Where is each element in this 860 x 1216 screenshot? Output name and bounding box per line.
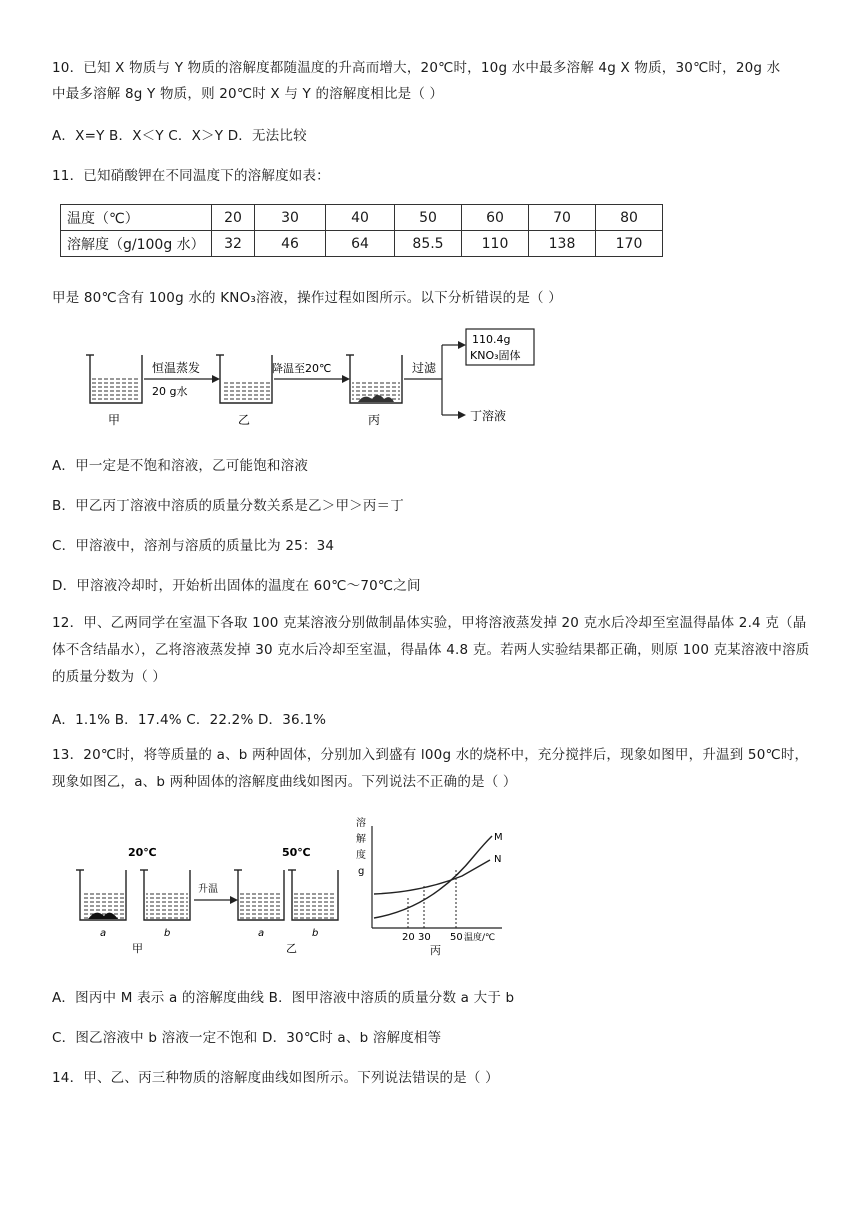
beaker-bing-label: 丙: [368, 413, 381, 427]
solubility-graph: [356, 816, 503, 957]
yi-a-label: a: [258, 928, 265, 939]
heating-arrow: [194, 882, 238, 904]
q11-option-c: C．甲溶液中，溶剂与溶质的质量比为 25：34: [52, 538, 335, 554]
temp-cell: 60: [462, 205, 529, 231]
beaker-yi: [216, 355, 272, 403]
solid-mass: 110.4g: [472, 333, 511, 346]
temperature-row: [61, 205, 663, 231]
yi-beaker-a: [234, 870, 284, 920]
jia-a-label: a: [100, 928, 107, 939]
tick-20: 20: [402, 932, 415, 943]
filtration-arrows: [404, 341, 466, 419]
x-axis-label: 温度/℃: [464, 933, 496, 943]
heating-label: 升温: [198, 884, 218, 895]
cooling-label: 降温至20℃: [272, 362, 332, 375]
kno3-solid-box: [466, 329, 534, 365]
graph-ylabel-1: 溶: [356, 818, 366, 829]
beaker-yi-label: 乙: [238, 413, 251, 427]
yi-b-label: b: [312, 928, 319, 939]
graph-ylabel-4: g: [358, 866, 365, 877]
curve-n: [374, 860, 490, 894]
solubility-cell: 110: [462, 231, 529, 257]
solubility-cell: 32: [212, 231, 255, 257]
solubility-cell: 85.5: [395, 231, 462, 257]
temp-cell: 40: [326, 205, 395, 231]
beaker-bing: [346, 355, 402, 403]
evaporate-arrow: [144, 360, 220, 398]
q11-option-d: D．甲溶液冷却时，开始析出固体的温度在 60℃～70℃之间: [52, 578, 421, 594]
q14-text: 14．甲、乙、丙三种物质的溶解度曲线如图所示。下列说法错误的是（ ）: [52, 1070, 499, 1086]
evaporate-amount: 20 g水: [152, 385, 188, 398]
solid-name: KNO₃固体: [470, 349, 521, 362]
solubility-header: 溶解度（g/100g 水）: [61, 231, 212, 257]
solubility-cell: 64: [326, 231, 395, 257]
curve-m: [374, 836, 492, 918]
q13-text: 13．20℃时，将等质量的 a、b 两种固体，分别加入到盛有 l00g 水的烧杯中，充分搅拌后，现象如图甲，升温到 50℃时，现象如图乙，a、b 两种固体的溶解度曲线如图丙。下列说法不正确的是（ ）: [52, 747, 809, 790]
q12-options: A．1.1% B．17.4% C．22.2% D．36.1%: [52, 712, 327, 728]
bing-label: 丙: [430, 944, 441, 957]
q11-process-figure: [80, 325, 540, 430]
q11-option-a: A．甲一定是不饱和溶液，乙可能饱和溶液: [52, 458, 309, 474]
q13-options-ab: A．图丙中 M 表示 a 的溶解度曲线 B．图甲溶液中溶质的质量分数 a 大于 b: [52, 990, 515, 1006]
q13-options-cd: C．图乙溶液中 b 溶液一定不饱和 D．30℃时 a、b 溶解度相等: [52, 1030, 442, 1046]
temp-cell: 80: [596, 205, 663, 231]
filtrate-label: 丁溶液: [470, 409, 507, 423]
jia-beaker-b: [140, 870, 190, 920]
graph-ylabel-2: 解: [356, 834, 366, 845]
evaporate-label: 恒温蒸发: [152, 361, 201, 375]
jia-b-label: b: [164, 928, 171, 939]
solubility-cell: 138: [529, 231, 596, 257]
q12-text: 12．甲、乙两同学在室温下各取 100 克某溶液分别做制晶体实验，甲将溶液蒸发掉 20 克水后冷却至室温得晶体 2.4 克（晶体不含结晶水），乙将溶液蒸发掉 30 克水后冷却至室温，得晶体 4.8 克。若两人实验结果都正确，则原 100 克某溶液中溶质的质量分数为（ ）: [52, 615, 810, 685]
jia-label: 甲: [132, 942, 143, 955]
temp-cell: 70: [529, 205, 596, 231]
tick-50: 50: [450, 932, 463, 943]
q10-line1: 10．已知 X 物质与 Y 物质的溶解度都随温度的升高而增大，20℃时，10g 水中最多溶解 4g X 物质，30℃时，20g 水: [52, 60, 781, 76]
yi-beaker-b: [288, 870, 338, 920]
temp-20-label: 20℃: [128, 846, 157, 859]
temp-cell: 20: [212, 205, 255, 231]
q11-intro: 11．已知硝酸钾在不同温度下的溶解度如表：: [52, 168, 330, 184]
tick-30: 30: [418, 932, 431, 943]
q10-options: A．X=Y B．X＜Y C．X＞Y D．无法比较: [52, 128, 307, 144]
solubility-cell: 170: [596, 231, 663, 257]
graph-ylabel-3: 度: [356, 850, 366, 861]
curve-m-label: M: [494, 832, 503, 843]
temp-cell: 30: [255, 205, 326, 231]
temp-cell: 50: [395, 205, 462, 231]
cooling-arrow: [272, 361, 350, 383]
beaker-jia: [86, 355, 142, 403]
temperature-header: 温度（℃）: [61, 205, 212, 231]
yi-label: 乙: [286, 942, 297, 955]
temp-50-label: 50℃: [282, 846, 311, 859]
q13-figure: [72, 812, 522, 960]
solubility-table: [60, 204, 663, 257]
curve-n-label: N: [494, 854, 502, 865]
filter-label: 过滤: [412, 361, 437, 375]
solubility-row: [61, 231, 663, 257]
q11-stem: 甲是 80℃含有 100g 水的 KNO₃溶液，操作过程如图所示。以下分析错误的是（ ）: [52, 290, 562, 306]
beaker-jia-label: 甲: [108, 413, 121, 427]
q10-line2: 中最多溶解 8g Y 物质，则 20℃时 X 与 Y 的溶解度相比是（ ）: [52, 86, 444, 102]
jia-beaker-a: [76, 870, 126, 920]
q11-option-b: B．甲乙丙丁溶液中溶质的质量分数关系是乙＞甲＞丙＝丁: [52, 498, 404, 514]
solubility-cell: 46: [255, 231, 326, 257]
